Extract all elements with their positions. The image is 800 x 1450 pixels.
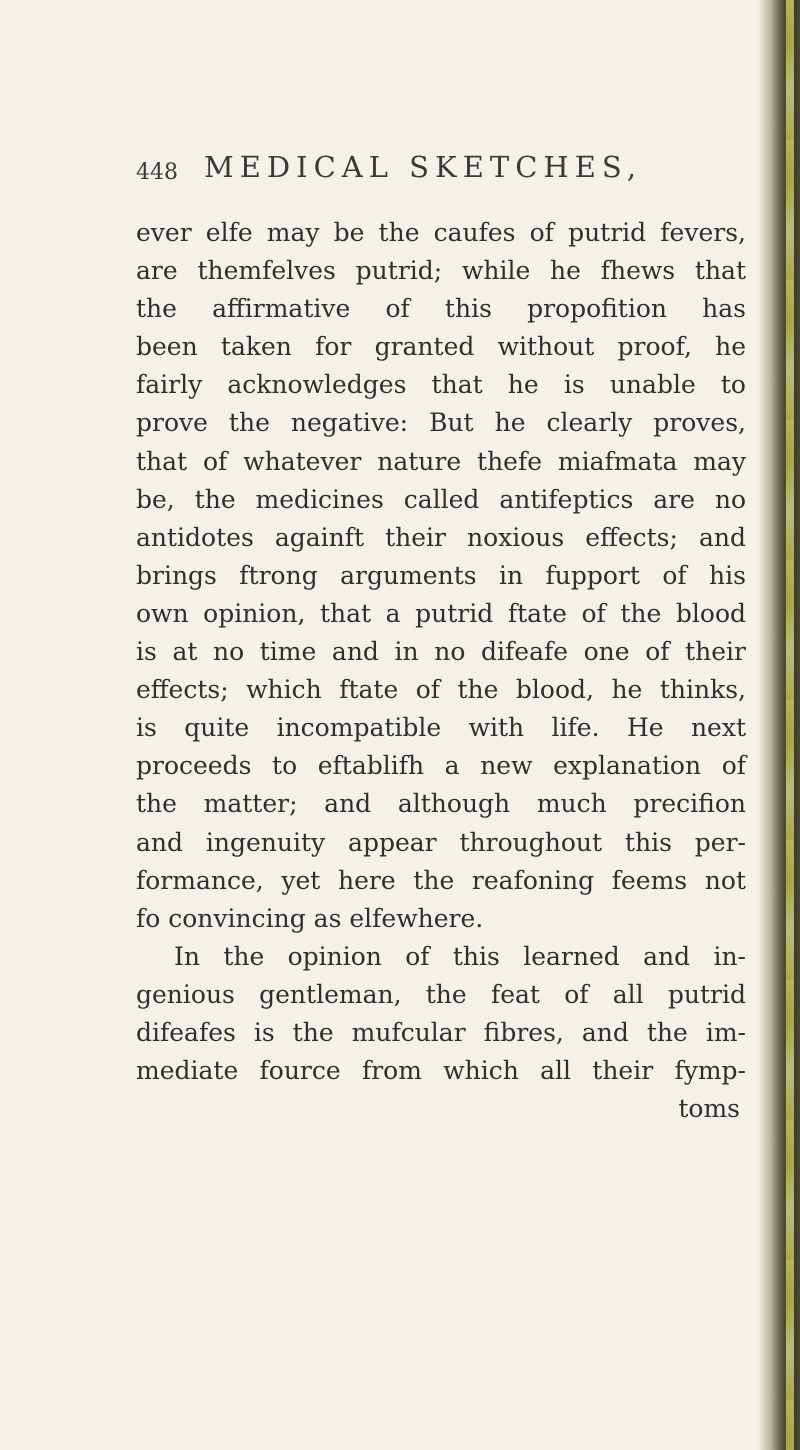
body-text — [136, 214, 746, 1128]
running-head — [136, 150, 736, 200]
catchword: toms — [678, 1094, 740, 1124]
page-binding-edge — [758, 0, 800, 1450]
text-line: and ingenuity appear throughout this per- — [136, 827, 746, 857]
text-line: is quite incompatible with life. He next — [136, 713, 746, 743]
text-line: the affirmative of this propofition has — [136, 294, 746, 324]
text-line: fo convincing as elfewhere. — [136, 903, 484, 933]
text-line: In the opinion of this learned and in- — [174, 941, 746, 971]
text-line: brings ftrong arguments in fupport of his — [136, 560, 746, 590]
text-line: ever elfe may be the caufes of putrid fevers, — [136, 218, 746, 247]
text-line: difeafes is the mufcular fibres, and the im- — [136, 1017, 746, 1047]
text-line: been taken for granted without proof, he — [136, 332, 746, 362]
text-line: own opinion, that a putrid ftate of the blood — [136, 598, 746, 628]
page-number: 448 — [136, 160, 178, 185]
text-line: proceeds to eftablifh a new explanation of — [136, 751, 746, 781]
text-line: genious gentleman, the feat of all putrid — [136, 979, 746, 1009]
text-line: formance, yet here the reafoning feems not — [136, 865, 746, 895]
text-line: are themfelves putrid; while he fhews that — [136, 256, 746, 286]
running-head-title: MEDICAL SKETCHES, — [204, 150, 642, 184]
text-line: is at no time and in no difeafe one of their — [136, 637, 746, 667]
text-line: be, the medicines called antifeptics are no — [136, 484, 746, 514]
text-line: prove the negative: But he clearly proves, — [136, 408, 746, 438]
text-line: mediate fource from which all their fymp- — [136, 1056, 746, 1086]
text-line: effects; which ftate of the blood, he thinks, — [136, 675, 746, 705]
text-line: fairly acknowledges that he is unable to — [136, 370, 746, 400]
text-line: the matter; and although much precifion — [136, 789, 746, 819]
text-line: antidotes againft their noxious effects; and — [136, 522, 746, 552]
text-line: that of whatever nature thefe miafmata may — [136, 446, 746, 476]
